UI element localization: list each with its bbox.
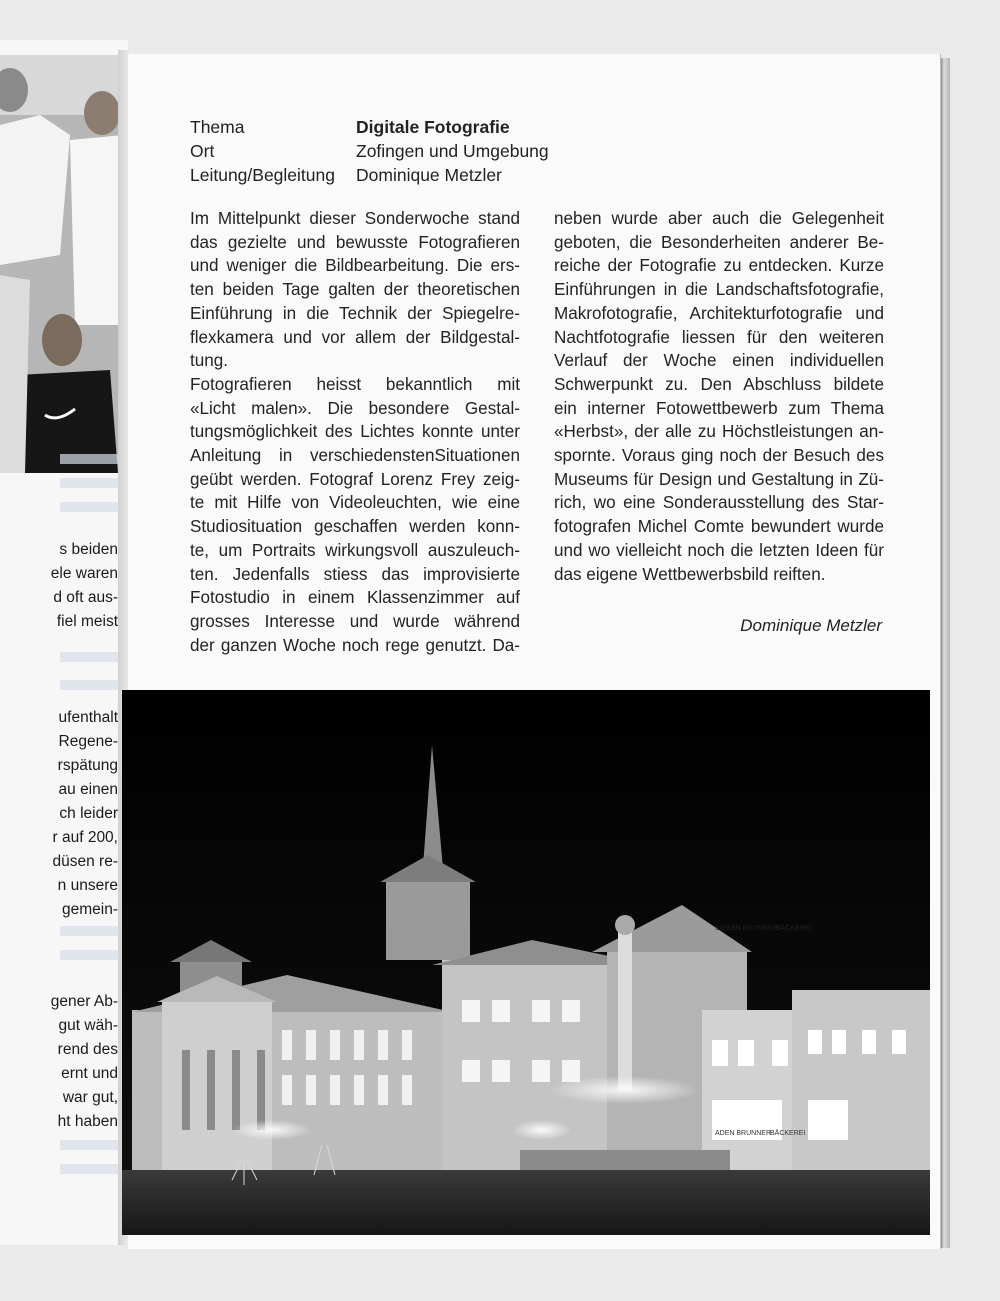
- town-square: [122, 1170, 930, 1235]
- body-line: Nachtfotografie liessen für den weiteren: [554, 327, 884, 347]
- body-line: spornte. Voraus ging noch der Besuch des: [554, 446, 884, 466]
- body-line: und wo vielleicht noch die letzten Ideen für: [554, 540, 884, 560]
- photo-graphic: [122, 690, 930, 1235]
- left-text-line: gemein-: [62, 901, 118, 918]
- left-text-line: düsen re-: [52, 853, 118, 870]
- body-line: tung.: [190, 351, 229, 371]
- night-town-square-photo: [122, 690, 930, 1235]
- body-line: «Herbst», der alle zu Höchstleistungen an-: [554, 422, 884, 442]
- left-text-line: rspätung: [57, 757, 118, 774]
- left-text-line: ht haben: [57, 1113, 118, 1130]
- left-text-line: ch leider: [59, 805, 118, 822]
- body-line: «Licht malen». Die besondere Gestal-: [190, 398, 520, 418]
- students-photo: [0, 55, 124, 473]
- body-line: Im Mittelpunkt dieser Sonderwoche stand: [190, 209, 520, 228]
- body-line: Makrofotografie, Architekturfotografie und: [554, 303, 884, 323]
- students-photo-graphic: [0, 55, 124, 473]
- body-line: Museums für Design und Gestaltung in Zü-: [554, 469, 884, 489]
- article-column-1: [190, 207, 520, 657]
- body-line: geboten, die Besonderheiten anderer Be-: [554, 232, 884, 252]
- left-text-line: rend des: [57, 1041, 118, 1058]
- body-line: der ganzen Woche noch rege genutzt. Da-: [190, 635, 520, 655]
- left-text-line: ernt und: [61, 1065, 118, 1082]
- article-column-2: [554, 207, 884, 586]
- left-text-line: gut wäh-: [58, 1017, 118, 1034]
- body-line: Einführung in die Technik der Spiegelre-: [190, 303, 520, 323]
- left-text-line: n unsere: [57, 877, 118, 894]
- body-line: fotografen Michel Comte bewundert wurde: [554, 517, 884, 537]
- body-line: Verlauf der Woche einen individuellen: [554, 351, 884, 371]
- left-text-line: ufenthalt: [58, 709, 118, 726]
- article-title: Digitale Fotografie: [356, 117, 510, 137]
- body-line: rich, wo eine Sonderausstellung des Star-: [554, 493, 884, 513]
- shop-sign: SIEBEN BRUNNER: [715, 925, 778, 932]
- meta-key-ort: Ort: [190, 141, 215, 161]
- body-line: das eigene Wettbewerbsbild reiften.: [554, 564, 826, 584]
- body-line: geübt werden. Fotograf Lorenz Frey zeig-: [190, 469, 520, 489]
- left-text-line: fiel meist: [56, 613, 118, 630]
- left-text-line: gener Ab-: [50, 993, 118, 1010]
- author-signature: Dominique Metzler: [740, 616, 882, 635]
- left-page: [0, 40, 128, 1245]
- church-tower: [386, 880, 470, 960]
- body-line: neben wurde aber auch die Gelegenheit: [554, 209, 884, 228]
- body-line: Fotostudio in einem Klassenzimmer auf: [190, 588, 520, 608]
- meta-key-leitung: Leitung/Begleitung: [190, 165, 335, 185]
- shop-sign: BÄCKEREI: [770, 1130, 806, 1137]
- left-text-line: au einen: [58, 781, 118, 798]
- left-text-line: r auf 200,: [52, 829, 118, 846]
- body-line: Fotografieren heisst bekanntlich mit: [190, 374, 520, 394]
- body-line: Einführungen in die Landschaftsfotografie,: [554, 280, 884, 300]
- shop-sign: ADEN BRUNNER: [715, 1130, 772, 1137]
- left-text-line: Regene-: [58, 733, 118, 750]
- body-line: ten beiden Tage galten der theoretischen: [190, 280, 520, 300]
- body-line: tungsmöglichkeit des Lichtes konnte unter: [190, 422, 520, 442]
- body-line: Studiosituation geschaffen werden konn-: [190, 517, 520, 537]
- meta-value-ort: Zofingen und Umgebung: [356, 141, 549, 161]
- body-line: ten. Jedenfalls stiess das improvisierte: [190, 564, 520, 584]
- body-line: grosses Interesse und wurde während: [190, 611, 520, 631]
- body-line: flexkamera und vor allem der Bildgestal-: [190, 327, 520, 347]
- body-line: reiche der Fotografie zu entdecken. Kurze: [554, 256, 884, 276]
- meta-value-leitung: Dominique Metzler: [356, 165, 502, 185]
- left-text-line: s beiden: [59, 541, 118, 558]
- body-line: Anleitung in verschiedenstenSituationen: [190, 446, 520, 466]
- body-line: te mit Hilfe von Videoleuchten, wie eine: [190, 493, 520, 513]
- body-line: das gezielte und bewusste Fotografieren: [190, 232, 520, 252]
- shop-sign: BÄCKEREI: [776, 925, 812, 932]
- left-text-line: d oft aus-: [53, 589, 118, 606]
- left-text-line: ele waren: [50, 565, 118, 582]
- meta-key-thema: Thema: [190, 117, 245, 137]
- body-line: und weniger die Bildbearbeitung. Die ers-: [190, 256, 520, 276]
- body-line: te, um Portraits wirkungsvoll auszuleuch-: [190, 540, 520, 560]
- left-text-line: war gut,: [62, 1089, 118, 1106]
- body-line: Schwerpunkt zu. Den Abschluss bildete: [554, 374, 884, 394]
- body-line: ein interner Fotowettbewerb zum Thema: [554, 398, 884, 418]
- fountain-column: [618, 930, 632, 1090]
